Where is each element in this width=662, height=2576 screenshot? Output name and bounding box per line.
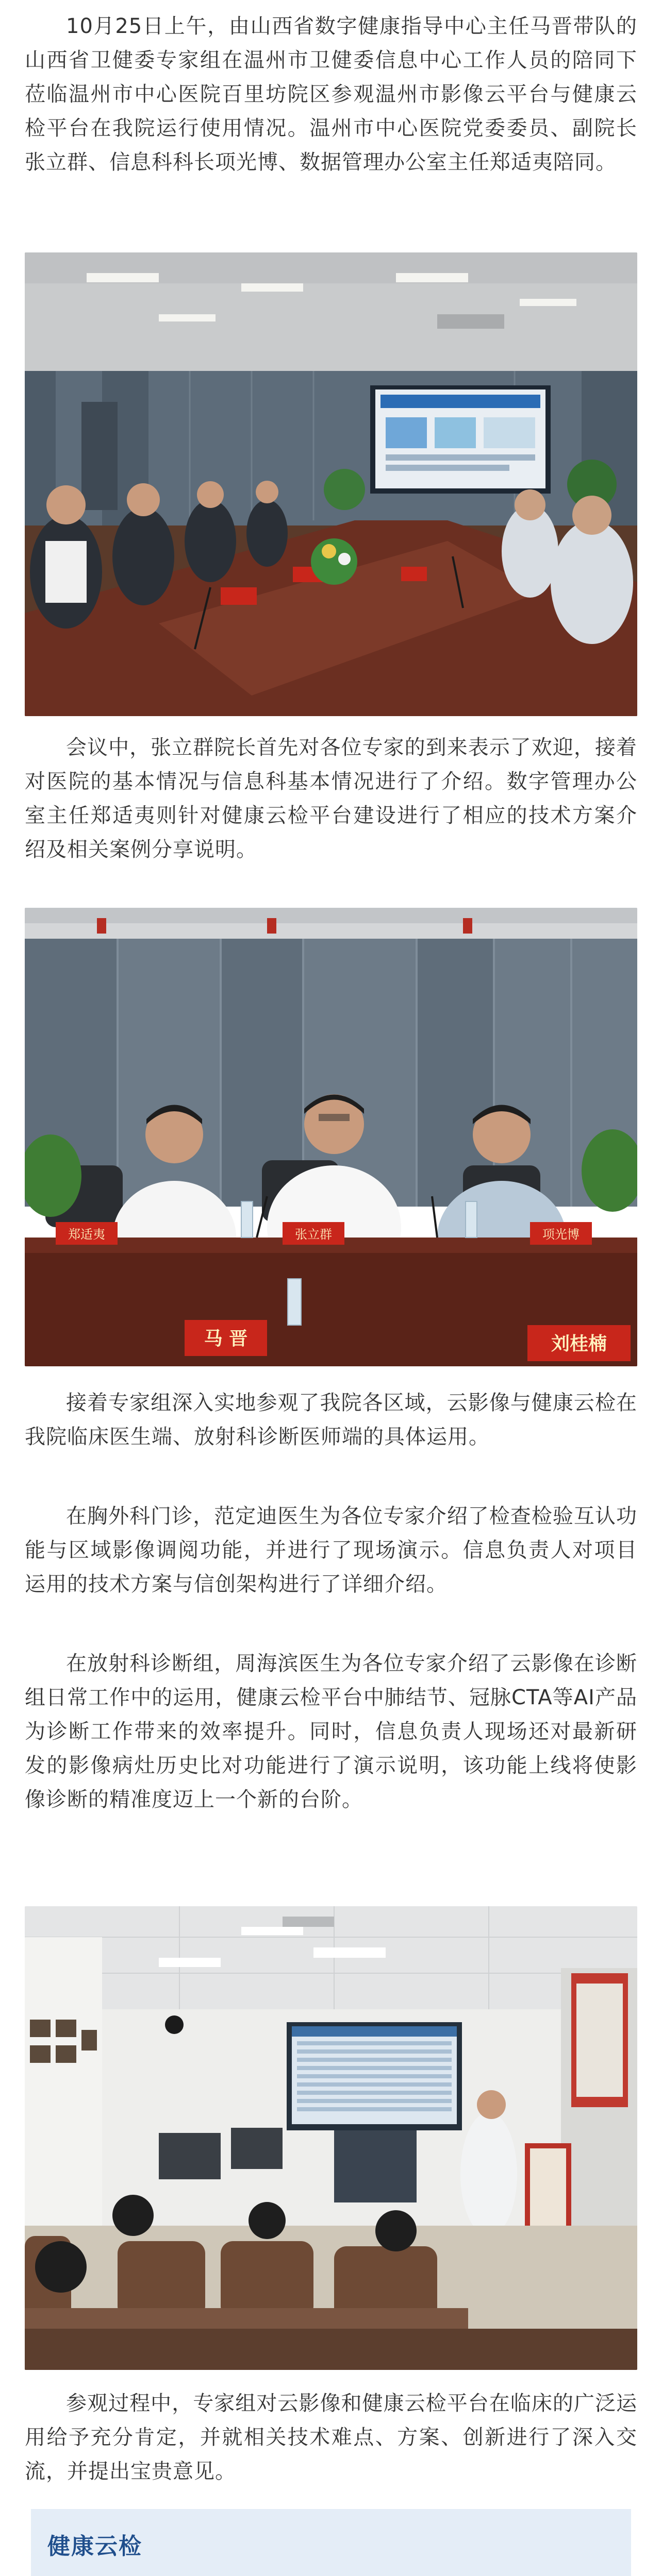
meeting-paragraph: 会议中，张立群院长首先对各位专家的到来表示了欢迎，接着对医院的基本情况与信息科基本情况进行了介绍。数字管理办公室主任郑适夷则针对健康云检平台建设进行了相应的技术方案介绍及相关案例分享说明。 xyxy=(25,736,637,861)
front-nameplate-2: 刘桂楠 xyxy=(551,1333,607,1354)
visit-paragraph: 接着专家组深入实地参观了我院各区域，云影像与健康云检在我院临床医生端、放射科诊断医师端的具体运用。 xyxy=(25,1391,637,1449)
thoracic-paragraph: 在胸外科门诊，范定迪医生为各位专家介绍了检查检验互认功能与区域影像调阅功能，并进行了现场演示。信息负责人对项目运用的技术方案与信创架构进行了详细介绍。 xyxy=(25,1504,637,1596)
nameplate-1: 郑适夷 xyxy=(68,1227,105,1242)
officials-photo xyxy=(25,908,637,1366)
nameplate-3: 项光博 xyxy=(542,1227,580,1242)
health-cloud-info-box xyxy=(31,2509,631,2576)
meeting-room-photo xyxy=(25,252,637,716)
radiology-paragraph: 在放射科诊断组，周海滨医生为各位专家介绍了云影像在诊断组日常工作中的运用，健康云检平台中肺结节、冠脉CTA等AI产品为诊断工作带来的效率提升。同时，信息负责人现场还对最新研发的影像病灶历史比对功能进行了演示说明，该功能上线将使影像诊断的精准度迈上一个新的台阶。 xyxy=(25,1652,637,1811)
radiology-room-photo xyxy=(25,1906,637,2370)
front-nameplate-1: 马 晋 xyxy=(204,1328,248,1349)
nameplate-2: 张立群 xyxy=(295,1227,332,1242)
intro-paragraph: 10月25日上午，由山西省数字健康指导中心主任马晋带队的山西省卫健委专家组在温州市卫健委信息中心工作人员的陪同下莅临温州市中心医院百里坊院区参观温州市影像云平台与健康云检平台在我院运行使用情况。温州市中心医院党委委员、副院长张立群、信息科科长项光博、数据管理办公室主任郑适夷陪同。 xyxy=(25,14,637,174)
feedback-paragraph: 参观过程中，专家组对云影像和健康云检平台在临床的广泛运用给予充分肯定，并就相关技术难点、方案、创新进行了深入交流，并提出宝贵意见。 xyxy=(25,2392,637,2483)
info-box-title: 健康云检 xyxy=(47,2533,142,2560)
